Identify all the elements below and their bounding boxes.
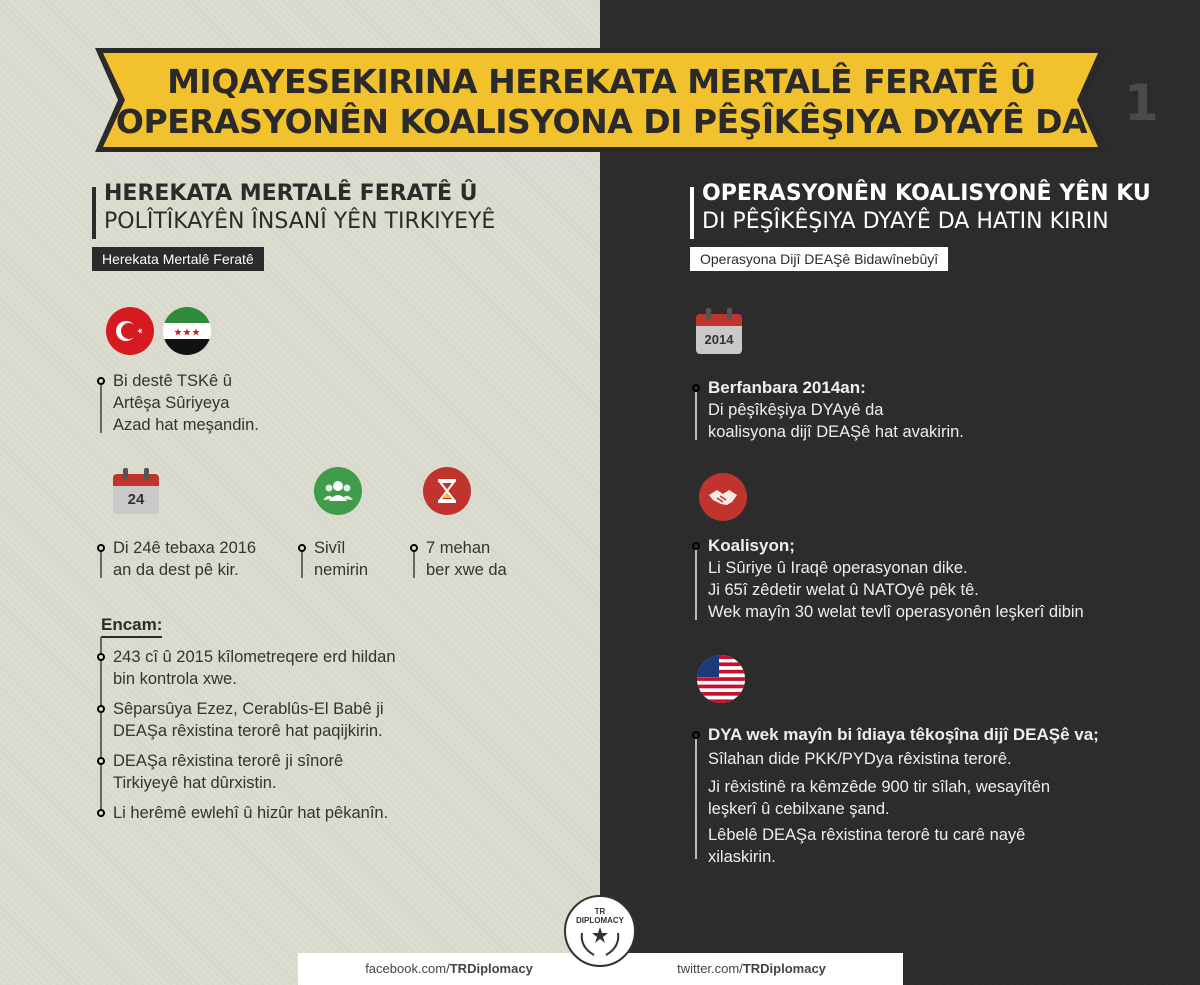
calendar-year: 2014 xyxy=(696,326,742,354)
facebook-link[interactable]: facebook.com/TRDiplomacy xyxy=(298,953,600,985)
right-heading-line-1: OPERASYONÊN KOALISYONÊ YÊN KU xyxy=(702,181,1151,206)
title-line-2: OPERASYONÊN KOALISYONA DI PÊŞÎKÊŞIYA DYAYÊ DA xyxy=(115,102,1088,141)
usa-flag-icon xyxy=(697,655,745,703)
tr-diplomacy-logo: TR DIPLOMACY xyxy=(564,895,636,967)
right-tag: Operasyona Dijî DEAŞê Bidawînebûyî xyxy=(690,247,948,271)
calendar-icon xyxy=(113,468,159,514)
turkey-flag-icon xyxy=(106,307,154,355)
calendar-icon xyxy=(696,308,742,354)
title-line-1: MIQAYESEKIRINA HEREKATA MERTALÊ FERATÊ Û xyxy=(167,62,1036,101)
twitter-link[interactable]: twitter.com/TRDiplomacy xyxy=(600,953,903,985)
syria-flag-icon xyxy=(163,307,211,355)
left-heading-line-1: HEREKATA MERTALÊ FERATÊ Û xyxy=(104,181,478,206)
right-heading-line-2: DI PÊŞÎKÊŞIYA DYAYÊ DA HATIN KIRIN xyxy=(702,209,1109,234)
result-heading: Encam: xyxy=(101,614,162,638)
left-heading-line-2: POLÎTÎKAYÊN ÎNSANÎ YÊN TIRKIYEYÊ xyxy=(104,209,496,234)
handshake-icon xyxy=(699,473,747,521)
hourglass-icon xyxy=(423,467,471,515)
svg-text:★★★: ★★★ xyxy=(173,327,201,339)
page-number: 1 xyxy=(1124,74,1159,132)
results-timeline xyxy=(100,637,102,817)
people-icon xyxy=(314,467,362,515)
calendar-day: 24 xyxy=(113,486,159,514)
title-banner xyxy=(95,48,1108,152)
usa-timeline xyxy=(695,739,697,859)
left-tag: Herekata Mertalê Feratê xyxy=(92,247,264,271)
